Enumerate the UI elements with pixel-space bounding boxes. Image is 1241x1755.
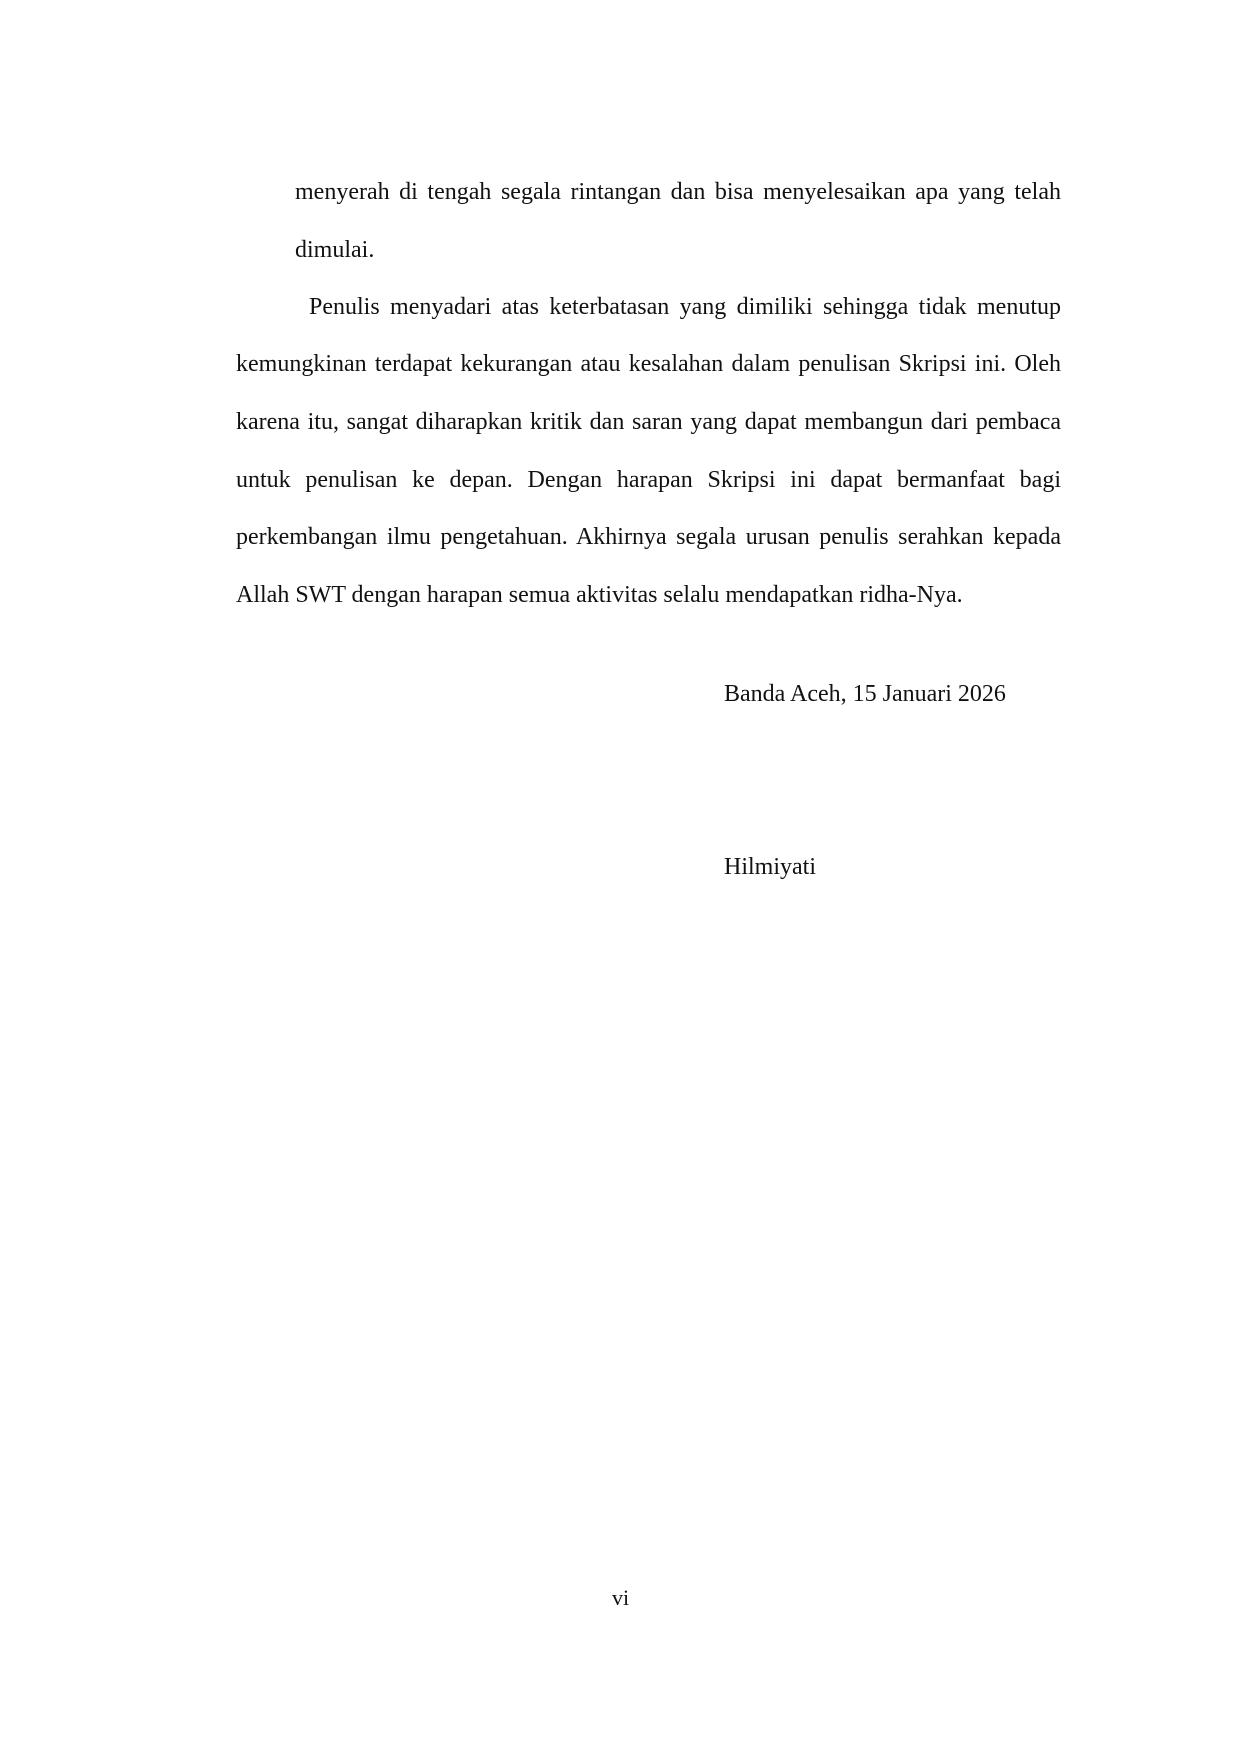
paragraph-line-4: untuk penulisan ke depan. Dengan harapan Skripsi ini dapat bermanfaat bagi	[236, 467, 1061, 493]
signature-name: Hilmiyati	[724, 854, 816, 880]
page-number: vi	[611, 1585, 630, 1610]
continued-item-line-2: dimulai.	[295, 237, 375, 263]
paragraph-line-5: perkembangan ilmu pengetahuan. Akhirnya segala urusan penulis serahkan kepada	[236, 524, 1061, 550]
continued-item-line-1: menyerah di tengah segala rintangan dan bisa menyelesaikan apa yang telah	[295, 179, 1061, 205]
paragraph-line-2: kemungkinan terdapat kekurangan atau kesalahan dalam penulisan Skripsi ini. Oleh	[236, 351, 1061, 377]
paragraph-line-3: karena itu, sangat diharapkan kritik dan saran yang dapat membangun dari pembaca	[236, 409, 1061, 435]
signature-place-date: Banda Aceh, 15 Januari 2026	[724, 681, 1006, 707]
paragraph-line-1: Penulis menyadari atas keterbatasan yang dimiliki sehingga tidak menutup	[309, 294, 1061, 320]
paragraph-line-6: Allah SWT dengan harapan semua aktivitas selalu mendapatkan ridha-Nya.	[236, 582, 963, 608]
